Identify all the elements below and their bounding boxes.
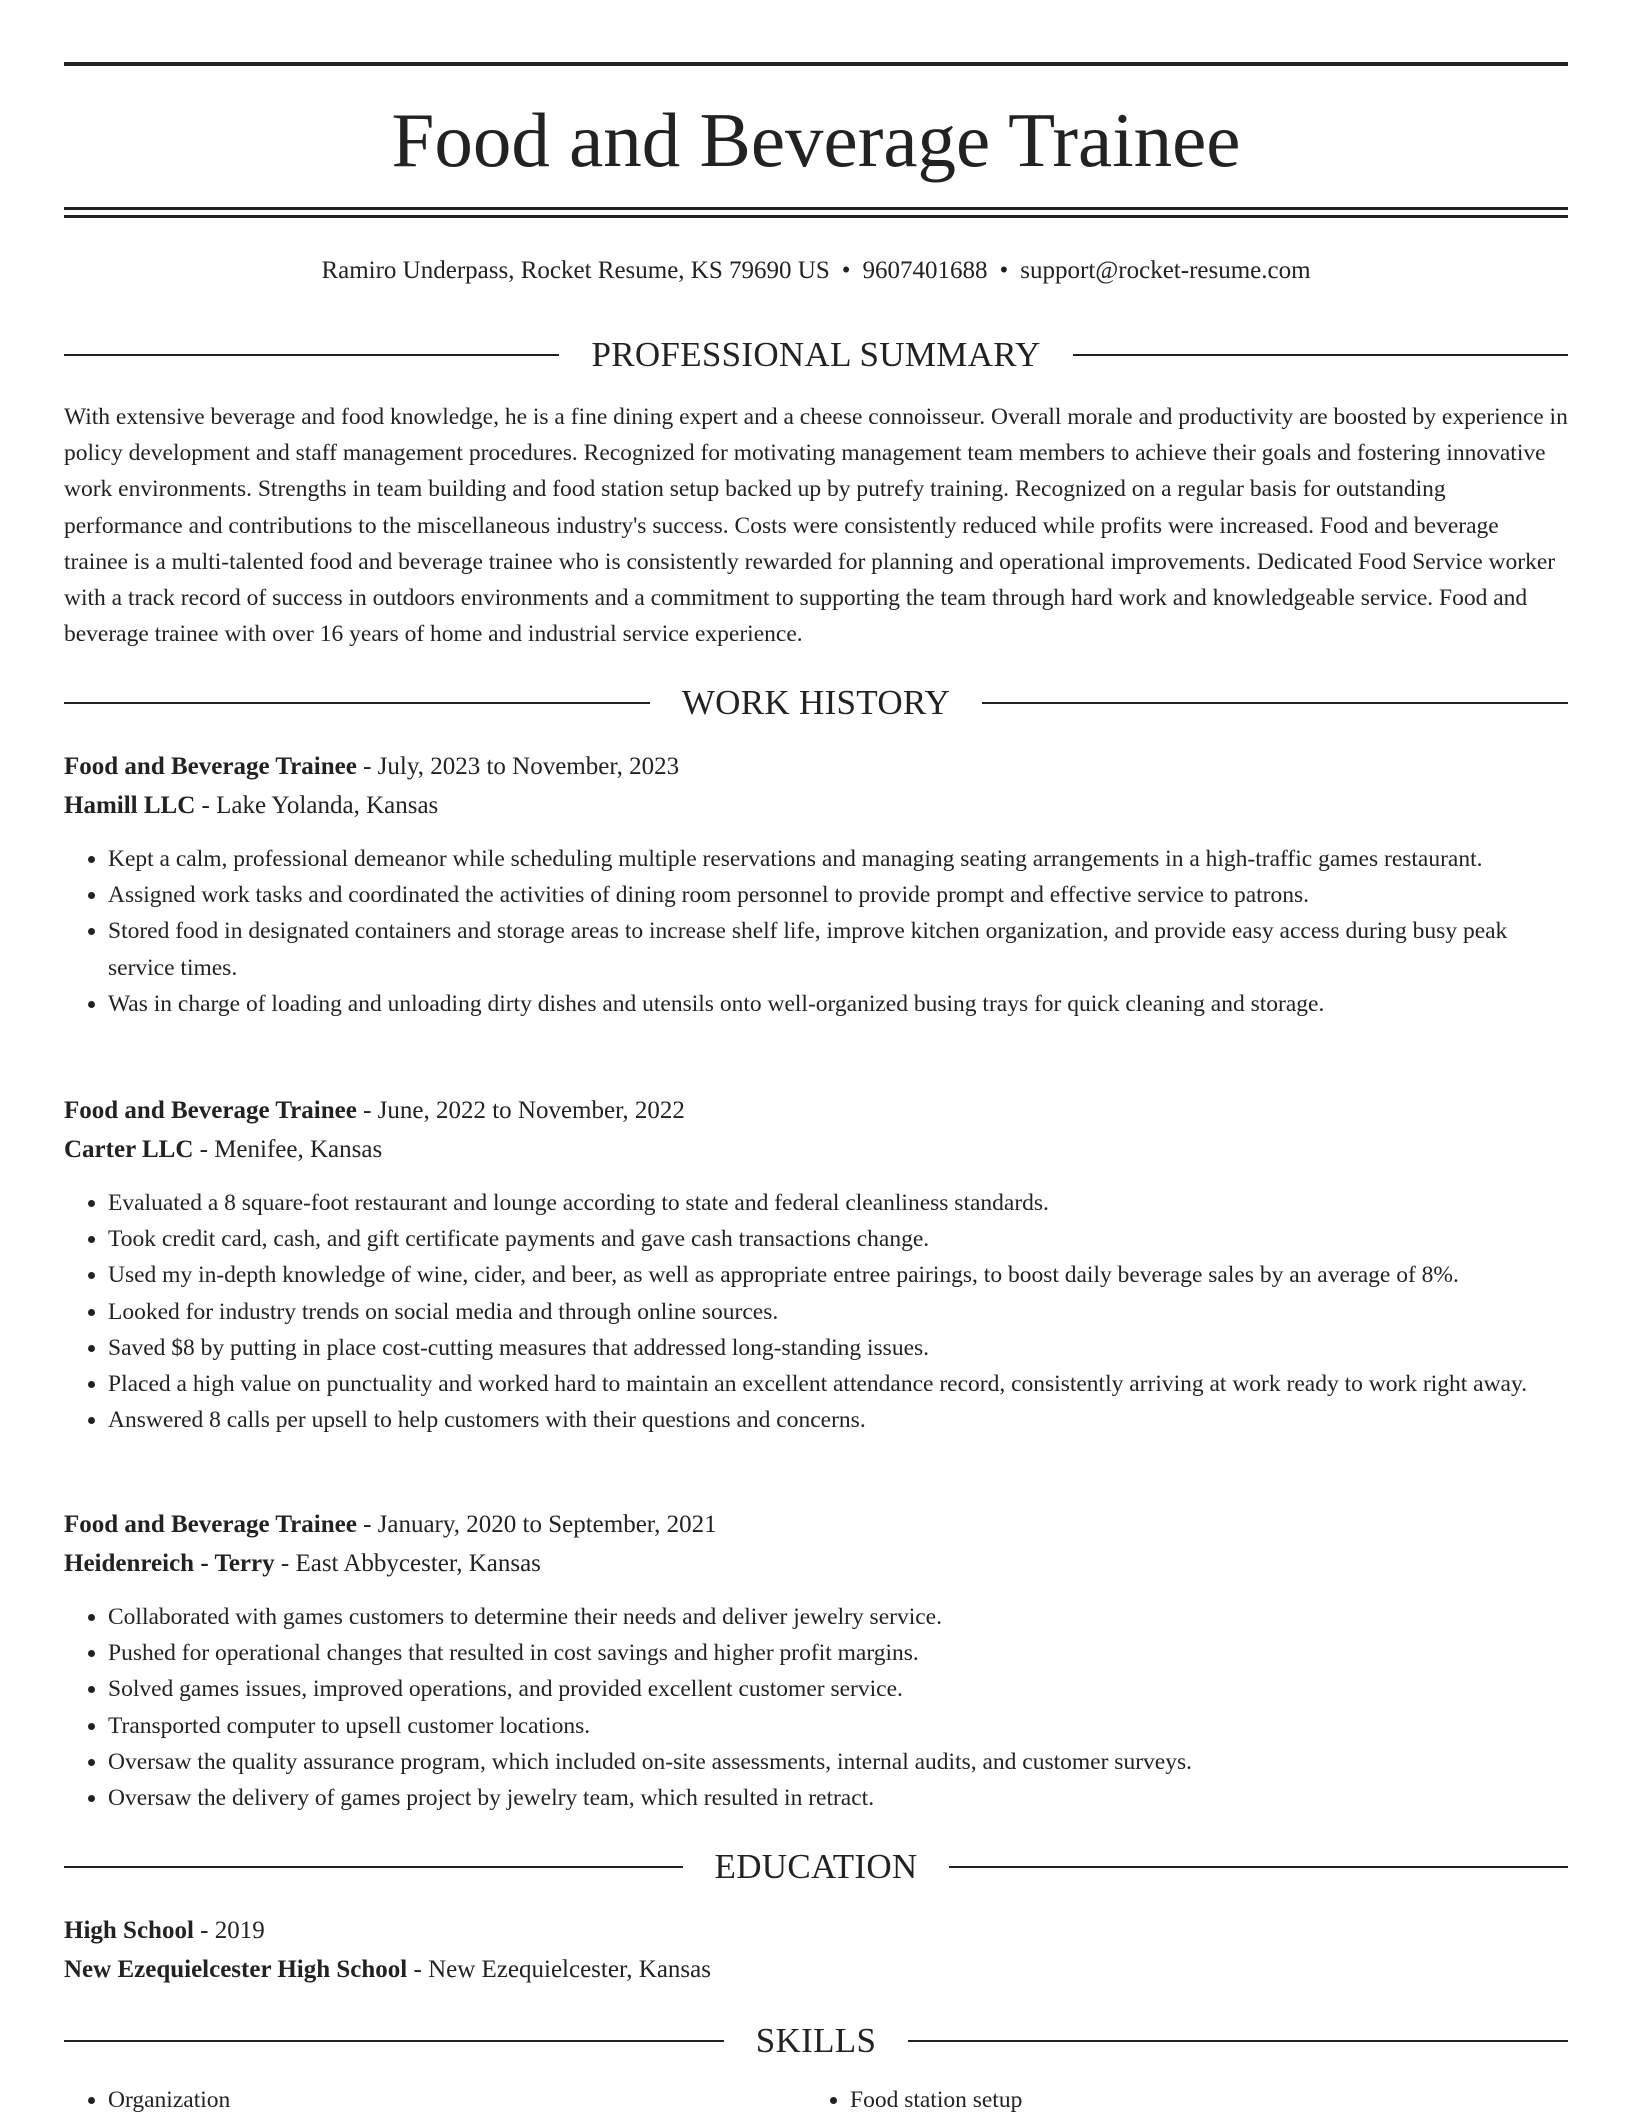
education-school-line: [64, 1952, 1568, 1988]
list-item: • Evaluated a 8 square-foot restaurant and lounge according to state and federal cleanliness standards.: [108, 1185, 1568, 1221]
list-item: • Collaborated with games customers to determine their needs and deliver jewelry service.: [108, 1599, 1568, 1635]
education-degree: High School: [64, 1917, 194, 1944]
heading-rule: [982, 702, 1568, 704]
contact-email: support@rocket-resume.com: [1020, 257, 1311, 284]
heading-rule: [1073, 354, 1568, 356]
job-title: Food and Beverage Trainee: [64, 753, 357, 780]
section-title: WORK HISTORY: [681, 683, 951, 722]
section-heading-summary: [64, 333, 1568, 377]
job-company: Carter LLC: [64, 1136, 194, 1163]
list-item: • Saved $8 by putting in place cost-cutting measures that addressed long-standing issues.: [108, 1330, 1568, 1366]
list-item: • Oversaw the quality assurance program, which included on-site assessments, internal audits, and customer surveys.: [108, 1744, 1568, 1780]
skill-item: • Organization: [108, 2082, 806, 2118]
job-title: Food and Beverage Trainee: [64, 1511, 357, 1538]
list-item: • Assigned work tasks and coordinated the activities of dining room personnel to provide prompt and effective service to patrons.: [108, 877, 1568, 913]
job-location: - Menifee, Kansas: [193, 1136, 383, 1163]
job-title-line: [64, 1093, 1568, 1129]
list-item: • Looked for industry trends on social media and through online sources.: [108, 1294, 1568, 1330]
resume-title: Food and Beverage Trainee: [391, 97, 1241, 183]
summary-text: With extensive beverage and food knowledge, he is a fine dining expert and a cheese connoisseur. Overall morale and productivity are boosted by experience in policy development and staff management procedures. Recognized for motivating management team members to achieve their goals and fostering innovative work environments. Strengths in team building and food station setup backed up by putrefy training. Recognized on a regular basis for outstanding performance and contributions to the miscellaneous industry's success. Costs were consistently reduced while profits were increased. Food and beverage trainee is a multi-talented food and beverage trainee who is consistently rewarded for planning and operational improvements. Dedicated Food Service worker with a track record of success in outdoors environments and a commitment to supporting the team through hard work and knowledgeable service. Food and beverage trainee with over 16 years of home and industrial service experience.: [64, 404, 1568, 648]
job-company: Hamill LLC: [64, 792, 196, 819]
job-dates: - January, 2020 to September, 2021: [356, 1511, 717, 1538]
list-item: • Stored food in designated containers and storage areas to increase shelf life, improve kitchen organization, and provide easy access during busy peak service times.: [108, 913, 1568, 985]
job-title: Food and Beverage Trainee: [64, 1097, 357, 1124]
title-rule-upper: [64, 207, 1568, 210]
top-rule: [64, 62, 1568, 66]
list-item: • Was in charge of loading and unloading dirty dishes and utensils onto well-organized busing trays for quick cleaning and storage.: [108, 986, 1568, 1022]
job-company-line: [64, 1546, 1568, 1582]
education-location: - New Ezequielcester, Kansas: [407, 1956, 711, 1983]
heading-rule: [64, 354, 559, 356]
contact-separator: •: [999, 257, 1009, 284]
list-item: • Used my in-depth knowledge of wine, cider, and beer, as well as appropriate entree pairings, to boost daily beverage sales by an average of 8%.: [108, 1257, 1568, 1293]
job-dates: - June, 2022 to November, 2022: [356, 1097, 685, 1124]
education-year: - 2019: [193, 1917, 265, 1944]
section-heading-education: [64, 1845, 1568, 1889]
contact-address: Ramiro Underpass, Rocket Resume, KS 79690 US: [321, 257, 830, 284]
job-location: - Lake Yolanda, Kansas: [195, 792, 439, 819]
contact-phone: 9607401688: [862, 257, 988, 284]
contact-line: [64, 254, 1568, 288]
education-degree-line: [64, 1913, 1568, 1949]
contact-separator: •: [841, 257, 851, 284]
heading-rule: [908, 2040, 1568, 2042]
section-heading-work-history: [64, 681, 1568, 725]
job-duties-list: [64, 1185, 1568, 1438]
job-duties-list: [64, 1599, 1568, 1816]
heading-rule: [64, 2040, 724, 2042]
section-title: EDUCATION: [714, 1847, 918, 1886]
list-item: • Placed a high value on punctuality and worked hard to maintain an excellent attendance record, consistently arriving at work ready to work right away.: [108, 1366, 1568, 1402]
list-item: • Oversaw the delivery of games project by jewelry team, which resulted in retract.: [108, 1780, 1568, 1816]
job-company-line: [64, 1132, 1568, 1168]
list-item: • Answered 8 calls per upsell to help customers with their questions and concerns.: [108, 1402, 1568, 1438]
skills-list: [64, 2082, 1568, 2118]
education-school: New Ezequielcester High School: [64, 1956, 408, 1983]
title-rule-lower: [64, 215, 1568, 218]
skill-item: • Food station setup: [850, 2082, 1548, 2118]
job-title-line: [64, 1507, 1568, 1543]
list-item: • Transported computer to upsell customer locations.: [108, 1708, 1568, 1744]
job-title-line: [64, 749, 1568, 785]
heading-rule: [64, 1866, 683, 1868]
job-dates: - July, 2023 to November, 2023: [356, 753, 680, 780]
job-company-line: [64, 788, 1568, 824]
list-item: • Took credit card, cash, and gift certificate payments and gave cash transactions change.: [108, 1221, 1568, 1257]
list-item: • Solved games issues, improved operations, and provided excellent customer service.: [108, 1671, 1568, 1707]
section-title: PROFESSIONAL SUMMARY: [591, 335, 1041, 374]
heading-rule: [64, 702, 650, 704]
job-location: - East Abbycester, Kansas: [274, 1550, 541, 1577]
section-heading-skills: [64, 2019, 1568, 2063]
list-item: • Pushed for operational changes that resulted in cost savings and higher profit margins.: [108, 1635, 1568, 1671]
heading-rule: [949, 1866, 1568, 1868]
section-title: SKILLS: [755, 2021, 877, 2060]
job-company: Heidenreich - Terry: [64, 1550, 275, 1577]
job-duties-list: [64, 841, 1568, 1022]
list-item: • Kept a calm, professional demeanor while scheduling multiple reservations and managing seating arrangements in a high-traffic games restaurant.: [108, 841, 1568, 877]
